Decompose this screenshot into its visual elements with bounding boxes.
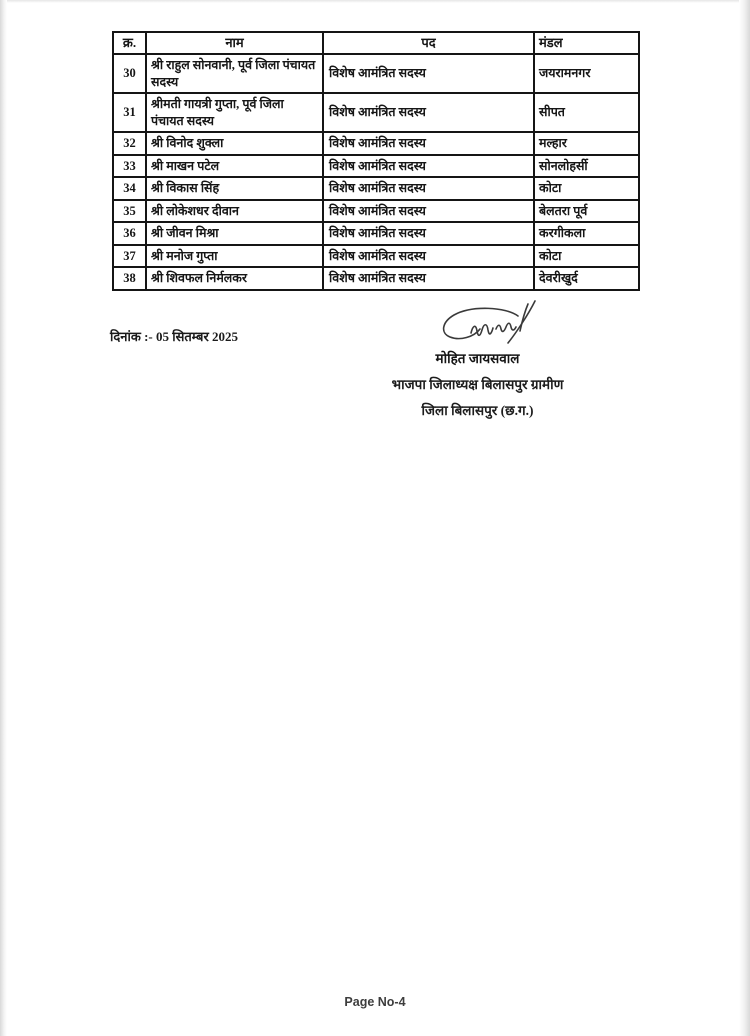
- cell-mandal: सीपत: [534, 93, 639, 132]
- cell-post: विशेष आमंत्रित सदस्य: [323, 222, 534, 245]
- cell-mandal: बेलतरा पूर्व: [534, 200, 639, 223]
- cell-serial-number: 30: [113, 54, 146, 93]
- cell-serial-number: 31: [113, 93, 146, 132]
- cell-post: विशेष आमंत्रित सदस्य: [323, 93, 534, 132]
- table-row: [113, 267, 639, 290]
- signatory-title-line1: भाजपा जिलाध्यक्ष बिलासपुर ग्रामीण: [391, 377, 564, 392]
- header-name: नाम: [146, 32, 323, 54]
- cell-serial-number: 35: [113, 200, 146, 223]
- cell-serial-number: 37: [113, 245, 146, 268]
- handwritten-signature-icon: [438, 295, 550, 353]
- cell-serial-number: 38: [113, 267, 146, 290]
- table-header-row: [113, 32, 639, 54]
- table-row: [113, 177, 639, 200]
- cell-serial-number: 34: [113, 177, 146, 200]
- table-row: [113, 155, 639, 178]
- cell-serial-number: 32: [113, 132, 146, 155]
- header-post: पद: [323, 32, 534, 54]
- cell-serial-number: 36: [113, 222, 146, 245]
- cell-mandal: देवरीखुर्द: [534, 267, 639, 290]
- signatory-block: [355, 349, 600, 427]
- scan-edge-top: [0, 0, 750, 3]
- cell-post: विशेष आमंत्रित सदस्य: [323, 245, 534, 268]
- cell-serial-number: 33: [113, 155, 146, 178]
- cell-name: श्री विनोद शुक्ला: [146, 132, 323, 155]
- cell-mandal: कोटा: [534, 245, 639, 268]
- table-row: [113, 93, 639, 132]
- signatory-title-line2: जिला बिलासपुर (छ.ग.): [421, 403, 534, 418]
- header-mandal: मंडल: [534, 32, 639, 54]
- cell-mandal: सोनलोहर्सी: [534, 155, 639, 178]
- scan-edge-left: [0, 0, 7, 1036]
- cell-mandal: करगीकला: [534, 222, 639, 245]
- cell-name: श्री विकास सिंह: [146, 177, 323, 200]
- cell-name: श्री राहुल सोनवानी, पूर्व जिला पंचायत सदस्य: [146, 54, 323, 93]
- cell-name: श्री मनोज गुप्ता: [146, 245, 323, 268]
- cell-name: श्री जीवन मिश्रा: [146, 222, 323, 245]
- table-row: [113, 200, 639, 223]
- table-row: [113, 245, 639, 268]
- cell-name: श्री लोकेशधर दीवान: [146, 200, 323, 223]
- cell-name: श्री माखन पटेल: [146, 155, 323, 178]
- cell-name: श्री शिवफल निर्मलकर: [146, 267, 323, 290]
- page-number: Page No-4: [344, 995, 406, 1009]
- header-serial-number: क्र.: [113, 32, 146, 54]
- table-row: [113, 222, 639, 245]
- cell-post: विशेष आमंत्रित सदस्य: [323, 54, 534, 93]
- cell-post: विशेष आमंत्रित सदस्य: [323, 155, 534, 178]
- cell-mandal: मल्हार: [534, 132, 639, 155]
- table-row: [113, 54, 639, 93]
- cell-post: विशेष आमंत्रित सदस्य: [323, 132, 534, 155]
- date-line: दिनांक :- 05 सितम्बर 2025: [110, 329, 239, 344]
- cell-post: विशेष आमंत्रित सदस्य: [323, 200, 534, 223]
- cell-mandal: जयरामनगर: [534, 54, 639, 93]
- cell-mandal: कोटा: [534, 177, 639, 200]
- cell-name: श्रीमती गायत्री गुप्ता, पूर्व जिला पंचायत सदस्य: [146, 93, 323, 132]
- members-table: [112, 31, 640, 291]
- cell-post: विशेष आमंत्रित सदस्य: [323, 267, 534, 290]
- cell-post: विशेष आमंत्रित सदस्य: [323, 177, 534, 200]
- scan-edge-right: [739, 0, 750, 1036]
- table-body: [113, 54, 639, 290]
- signatory-name: मोहित जायसवाल: [435, 351, 520, 366]
- table-row: [113, 132, 639, 155]
